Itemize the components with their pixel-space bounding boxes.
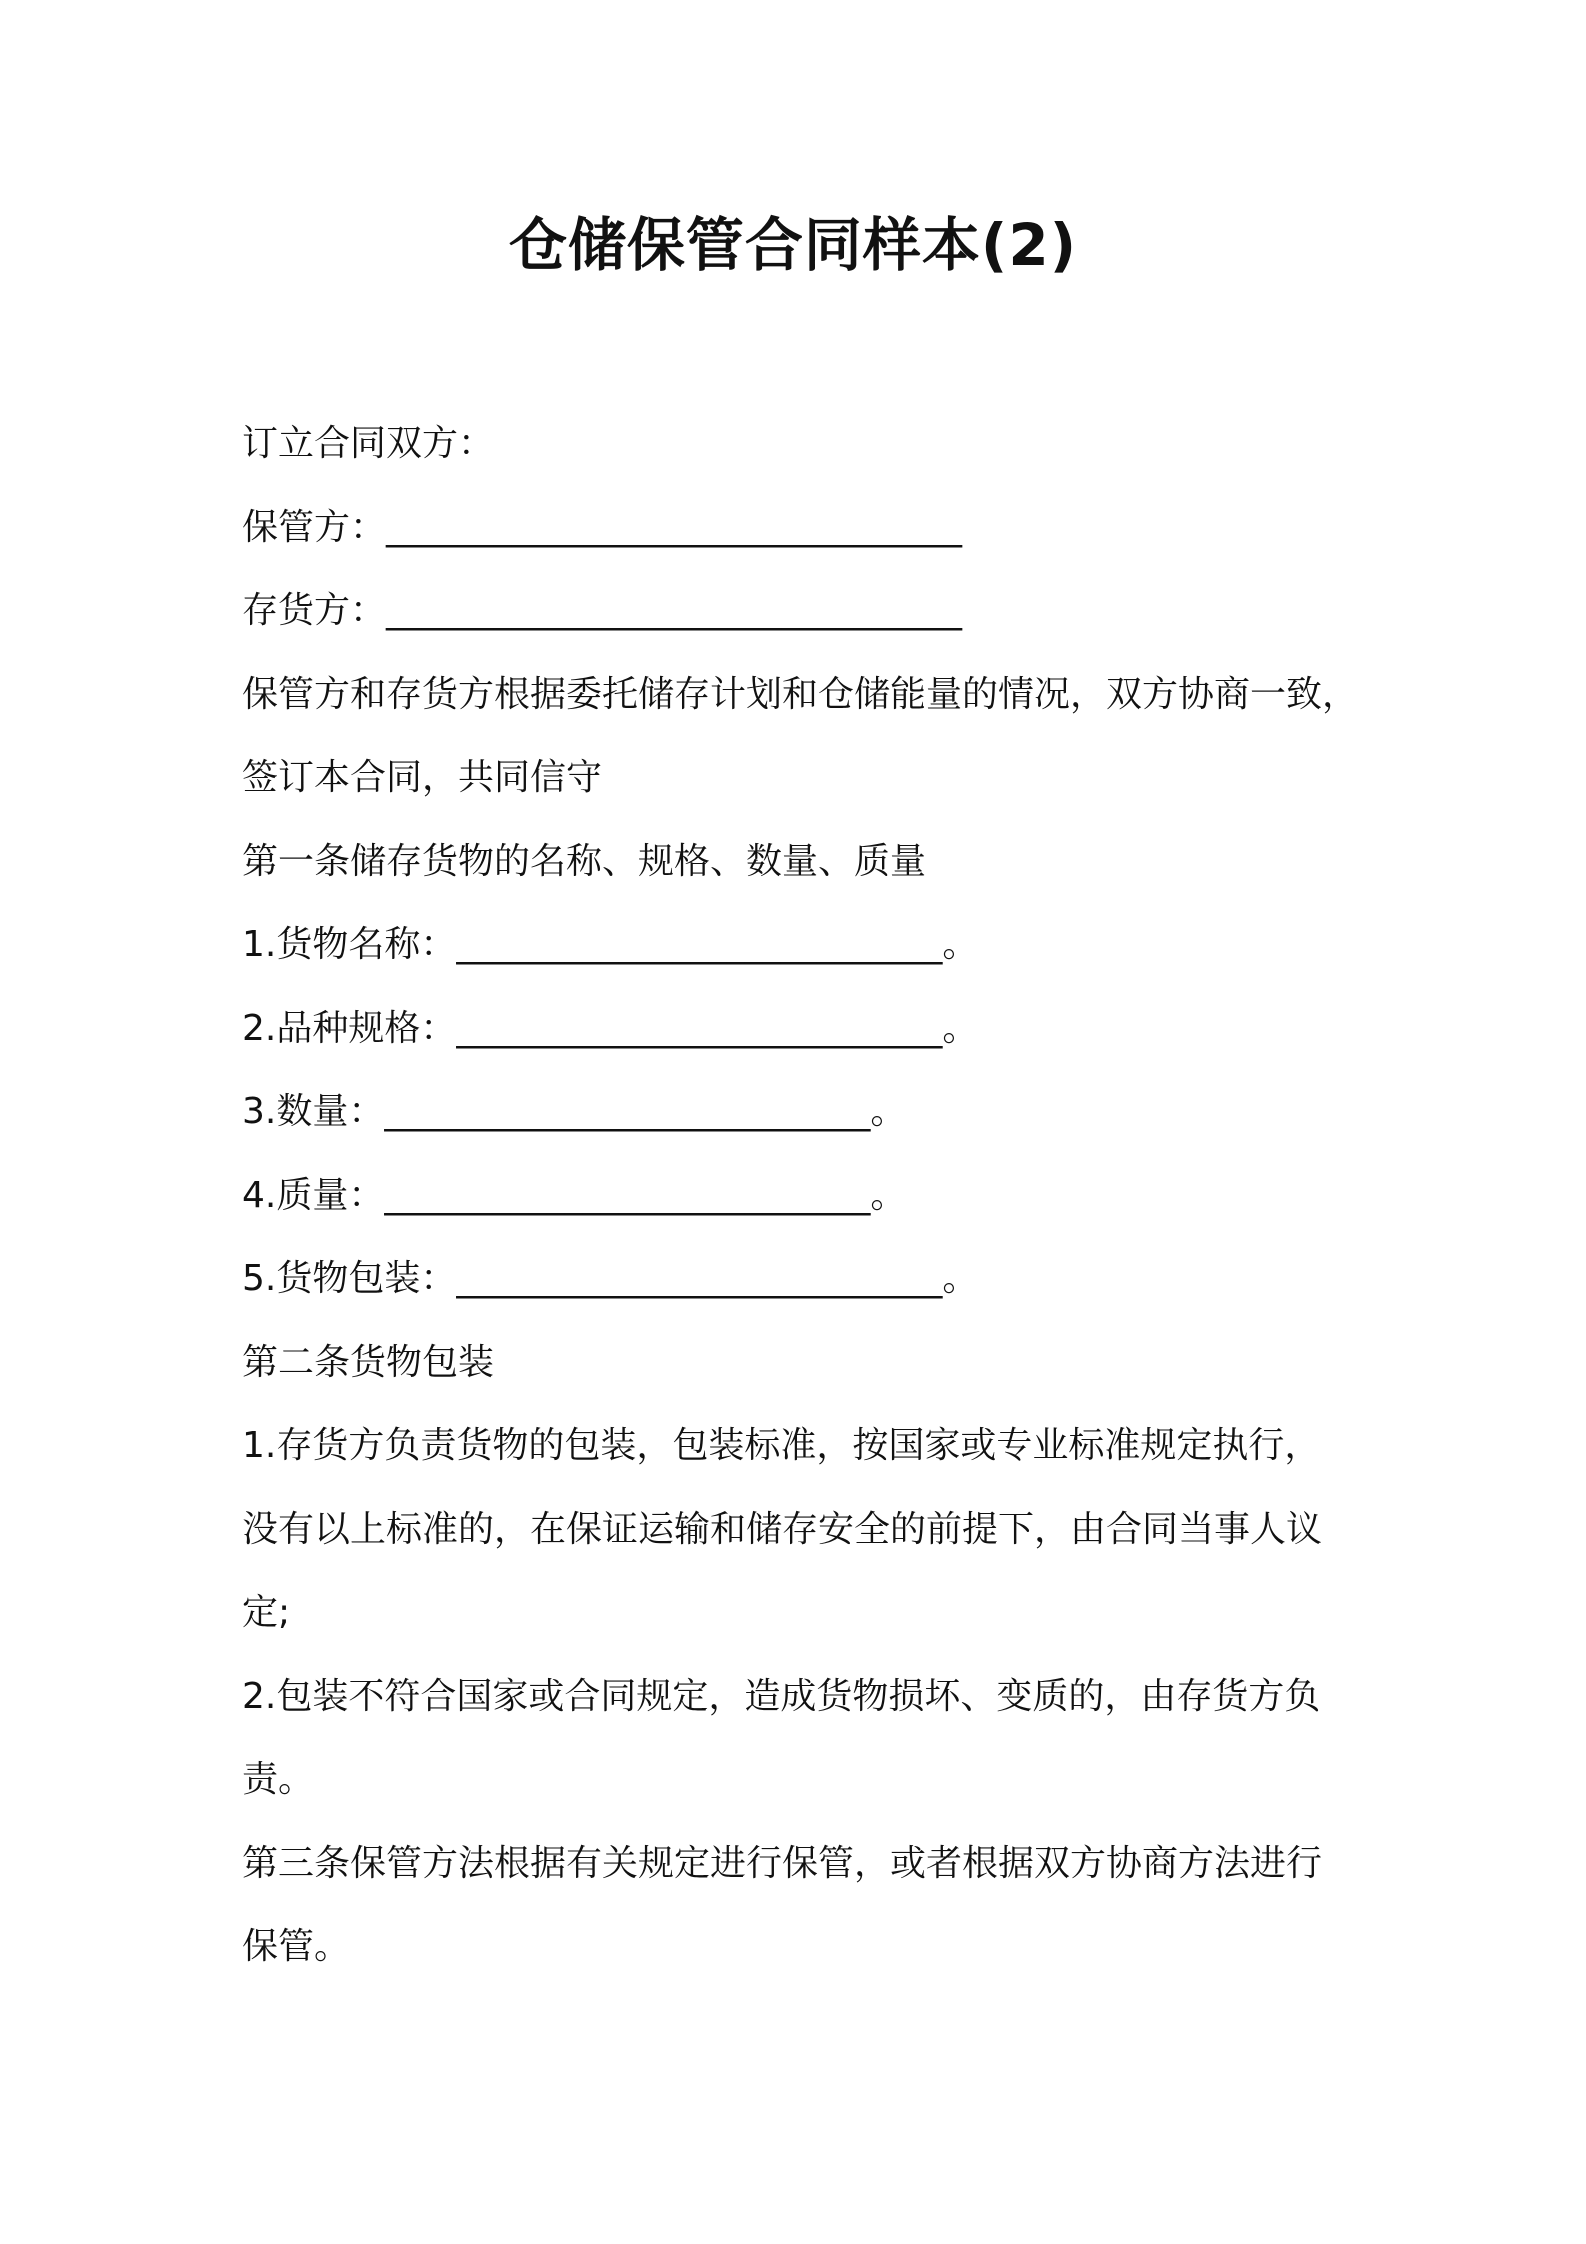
packaging-field: 5.货物包装：___________________________。 bbox=[242, 1258, 979, 1299]
article-3-line-1: 第三条保管方法根据有关规定进行保管，或者根据双方协商方法进行 bbox=[242, 1842, 1323, 1884]
custodian-field: 保管方：________________________________ bbox=[242, 506, 963, 548]
document-title: 仓储保管合同样本(2) bbox=[508, 211, 1078, 279]
quality-field: 4.质量：___________________________。 bbox=[242, 1174, 907, 1216]
document-body bbox=[242, 402, 1372, 1989]
goods-spec-field: 2.品种规格：___________________________。 bbox=[242, 1007, 979, 1049]
quantity-field: 3.数量：___________________________。 bbox=[242, 1091, 907, 1132]
depositor-field: 存货方：________________________________ bbox=[242, 590, 963, 631]
article-2-clause-1-line-3: 定; bbox=[242, 1592, 291, 1633]
article-2-heading: 第二条货物包装 bbox=[242, 1341, 495, 1383]
article-2-clause-2-line-2: 责。 bbox=[242, 1759, 315, 1800]
article-3-line-2: 保管。 bbox=[242, 1926, 351, 1967]
preamble-line-2: 签订本合同，共同信守 bbox=[242, 757, 603, 798]
parties-heading: 订立合同双方： bbox=[242, 423, 495, 464]
preamble-line-1: 保管方和存货方根据委托储存计划和仓储能量的情况，双方协商一致， bbox=[242, 673, 1359, 715]
article-2-clause-2-line-1: 2.包装不符合国家或合同规定，造成货物损坏、变质的，由存货方负 bbox=[242, 1675, 1321, 1717]
goods-name-field: 1.货物名称：___________________________。 bbox=[242, 924, 979, 965]
article-1-heading: 第一条储存货物的名称、规格、数量、质量 bbox=[242, 840, 927, 882]
article-2-clause-1-line-1: 1.存货方负责货物的包装，包装标准，按国家或专业标准规定执行， bbox=[242, 1425, 1321, 1466]
article-2-clause-1-line-2: 没有以上标准的，在保证运输和储存安全的前提下，由合同当事人议 bbox=[242, 1508, 1323, 1550]
